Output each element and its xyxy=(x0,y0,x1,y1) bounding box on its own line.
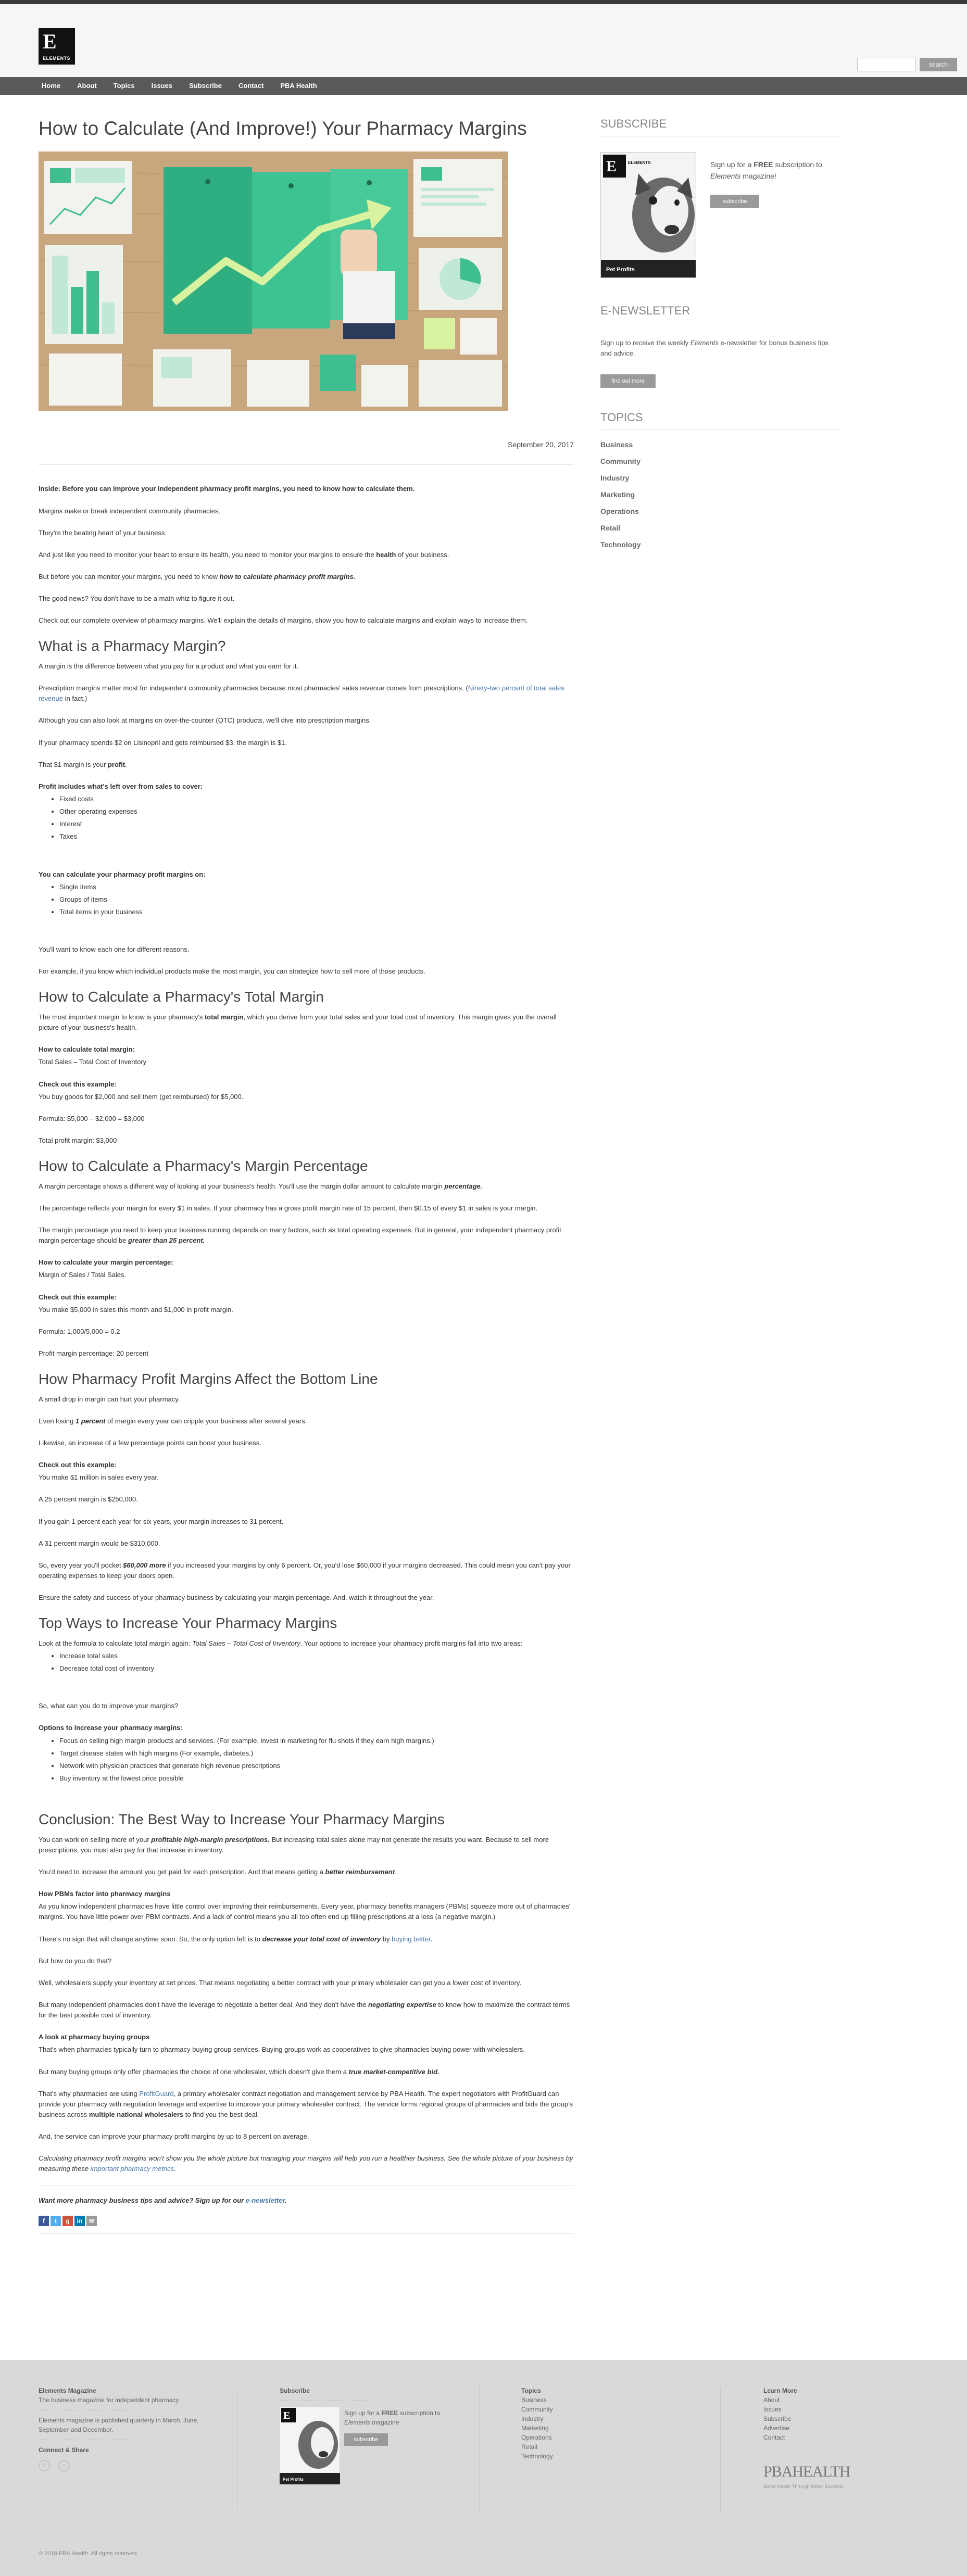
heading-margin-percentage: How to Calculate a Pharmacy's Margin Percentage xyxy=(39,1158,368,1175)
paragraph: But how do you do that? xyxy=(39,1956,112,1965)
title-divider xyxy=(39,464,574,465)
pba-health-tagline: Better Health Through Better Business xyxy=(763,2484,844,2489)
paragraph: Ensure the safety and success of your pharmacy business by calculating your margin percentage. And, watch it throughout the year. xyxy=(39,1594,434,1602)
share-divider xyxy=(39,2233,574,2234)
paragraph: Likewise, an increase of a few percentage points can boost your business. xyxy=(39,1438,261,1447)
paragraph: Formula: 1,000/5,000 = 0.2 xyxy=(39,1327,120,1335)
topics-list xyxy=(600,440,841,549)
paragraph: A look at pharmacy buying groups xyxy=(39,2033,150,2041)
nav-pba-health[interactable]: PBA Health xyxy=(280,82,317,90)
paragraph: Check out this example: xyxy=(39,1461,117,1469)
footer-connect-title: Connect & Share xyxy=(39,2446,89,2454)
paragraph: A 25 percent margin is $250,000. xyxy=(39,1495,138,1504)
email-icon[interactable]: ✉ xyxy=(86,2216,97,2226)
profitguard-link[interactable]: ProfitGuard xyxy=(139,2089,174,2098)
paragraph: The margin percentage you need to keep your business running depends on many factors, such as total operating expenses. But in general, your independent pharmacy profit margin percentage should be greater than 25 percent. xyxy=(39,1226,561,1245)
paragraph: Well, wholesalers supply your inventory at set prices. That means negotiating a better contract with your primary wholesaler can get you a lower cost of inventory. xyxy=(39,1978,522,1987)
post-title: How to Calculate (And Improve!) Your Pharmacy Margins xyxy=(39,118,527,139)
list-item: • Network with physician practices that generate high revenue prescriptions xyxy=(59,1761,574,1771)
footer-topic-link[interactable]: Retail xyxy=(521,2443,537,2451)
heading-top-ways: Top Ways to Increase Your Pharmacy Margins xyxy=(39,1615,337,1632)
topics-heading: TOPICS xyxy=(600,411,841,430)
share-bar xyxy=(39,2216,574,2226)
paragraph: Although you can also look at margins on over-the-counter (OTC) products, we'll dive into prescription margins. xyxy=(39,716,371,725)
topic-business[interactable]: Business xyxy=(600,440,633,449)
search-input[interactable] xyxy=(857,58,915,71)
google-plus-icon[interactable]: g xyxy=(62,2216,73,2226)
topic-operations[interactable]: Operations xyxy=(600,507,639,516)
footer-divider xyxy=(479,2386,480,2511)
footer-subscribe-block xyxy=(280,2406,451,2484)
paragraph: Total profit margin: $3,000 xyxy=(39,1136,117,1144)
footer-subscribe-button[interactable]: subscribe xyxy=(344,2433,388,2446)
subscribe-text: Sign up for a FREE subscription to Elements magazine! xyxy=(710,160,822,180)
list-item: • Buy inventory at the lowest price possible xyxy=(59,1773,574,1784)
paragraph: A margin is the difference between what you pay for a product and what you earn for it. xyxy=(39,662,299,670)
nav-issues[interactable]: Issues xyxy=(151,82,173,90)
paragraph: How to calculate total margin: xyxy=(39,1045,135,1054)
list-item: • Focus on selling high margin products and services. (For example, invest in marketing for flu shots if they earn high margins.) xyxy=(59,1736,574,1746)
top-strip xyxy=(0,0,967,4)
paragraph: A 31 percent margin would be $310,000. xyxy=(39,1539,160,1547)
paragraph: You make $5,000 in sales this month and $1,000 in profit margin. xyxy=(39,1305,233,1314)
footer-learn-link[interactable]: About xyxy=(763,2396,780,2404)
svg-text:E: E xyxy=(283,2410,291,2421)
profit-list xyxy=(59,794,574,842)
newsletter-callout: Want more pharmacy business tips and advice? Sign up for our e-newsletter. xyxy=(39,2186,574,2206)
paragraph: If you gain 1 percent each year for six years, your margin increases to 31 percent. xyxy=(39,1517,284,1525)
list-item: • Interest xyxy=(59,819,574,829)
paragraph: Calculating pharmacy profit margins won't show you the whole picture but managing your margins will help you run a healthier business. See the whole picture of your business by measuring these important pharmacy metrics. xyxy=(39,2154,573,2173)
svg-text:Pet Profits: Pet Profits xyxy=(283,2477,304,2482)
svg-text:ELEMENTS: ELEMENTS xyxy=(628,160,651,165)
buying-better-link[interactable]: buying better xyxy=(392,1935,431,1943)
paragraph: But many buying groups only offer pharmacies the choice of one wholesaler, which doesn't give them a true market-competitive bid. xyxy=(39,2067,439,2076)
site-header xyxy=(0,4,967,77)
paragraph: And just like you need to monitor your heart to ensure its health, you need to monitor your margins to ensure the health of your business. xyxy=(39,550,449,559)
paragraph: Formula: $5,000 – $2,000 = $3,000 xyxy=(39,1114,145,1122)
paragraph: Profit margin percentage: 20 percent xyxy=(39,1349,149,1357)
list-item: • Fixed costs xyxy=(59,794,574,804)
footer-topic-link[interactable]: Technology xyxy=(521,2453,553,2460)
paragraph: There's no sign that will change anytime soon. So, the only option left is to decrease your total cost of inventory by buying better. xyxy=(39,1935,433,1943)
paragraph: Check out our complete overview of pharmacy margins. We'll explain the details of margins, show you how to calculate margins and explain ways to increase them. xyxy=(39,616,528,625)
paragraph: For example, if you know which individual products make the most margin, you can strategize how to sell more of those products. xyxy=(39,967,425,976)
footer-learn-link[interactable]: Contact xyxy=(763,2434,785,2441)
paragraph: The percentage reflects your margin for every $1 in sales. If your pharmacy has a gross profit margin rate of 15 percent, then $0.15 of every $1 in sales is your margin. xyxy=(39,1204,538,1212)
footer-col-subscribe xyxy=(280,2386,451,2484)
nav-subscribe[interactable]: Subscribe xyxy=(189,82,222,90)
site-footer xyxy=(0,2360,967,2576)
list-item: • Taxes xyxy=(59,831,574,842)
elements-logo[interactable] xyxy=(39,28,75,65)
pharmacy-metrics-link[interactable]: important pharmacy metrics xyxy=(90,2165,174,2173)
paragraph: Even losing 1 percent of margin every year can cripple your business after several years. xyxy=(39,1417,307,1425)
cover-dog-image xyxy=(601,153,696,278)
paragraph: That's why pharmacies are using ProfitGuard, a primary wholesaler contract negotiation and management service by PBA Health. The expert negotiators with ProfitGuard can provide your pharmacy with negotiation leverage and expertise to improve your primary wholesaler contract. The service forms regional groups of pharmacies and bids the group's business across multiple national wholesalers to find you the best deal. xyxy=(39,2089,573,2118)
paragraph: If your pharmacy spends $2 on Lisinopril and gets reimbursed $3, the margin is $1. xyxy=(39,738,287,747)
paragraph: But before you can monitor your margins, you need to know how to calculate pharmacy profit margins. xyxy=(39,572,356,580)
paragraph: Check out this example: xyxy=(39,1080,117,1088)
footer-magazine-cover[interactable] xyxy=(280,2406,340,2484)
paragraph: Profit includes what's left over from sales to cover: xyxy=(39,782,203,790)
paragraph: But many independent pharmacies don't have the leverage to negotiate a better deal. And they don't have the negotiating expertise to know how to maximize the contract terms for the best possible cost of inventory. xyxy=(39,2000,570,2019)
options-list xyxy=(59,1736,574,1784)
nav-about[interactable]: About xyxy=(77,82,97,90)
main-nav xyxy=(0,77,967,95)
footer-topic-link[interactable]: Operations xyxy=(521,2434,552,2441)
paragraph: You'll want to know each one for different reasons. xyxy=(39,945,190,954)
nav-home[interactable]: Home xyxy=(42,82,61,90)
footer-text: Elements magazine is published quarterly in March, June, September and December. xyxy=(39,2417,199,2433)
footer-subtitle: The business magazine for independent pharmacy xyxy=(39,2396,179,2404)
list-item: • Groups of items xyxy=(59,894,574,905)
list-item: • Single items xyxy=(59,882,574,892)
footer-subscribe-text: Sign up for a FREE subscription to Elements magazine xyxy=(344,2409,441,2426)
footer-topic-link[interactable]: Industry xyxy=(521,2415,544,2422)
list-item: • Target disease states with high margins (For example, diabetes.) xyxy=(59,1748,574,1759)
paragraph: They're the beating heart of your business. xyxy=(39,528,167,537)
list-item: • Decrease total cost of inventory xyxy=(59,1663,574,1674)
nav-contact[interactable]: Contact xyxy=(238,82,264,90)
footer-learn-link[interactable]: Subscribe xyxy=(763,2415,792,2422)
sidebar xyxy=(600,117,841,557)
logo-word: ELEMENTS xyxy=(43,56,71,61)
paragraph: That's when pharmacies typically turn to pharmacy buying group services. Buying groups work as cooperatives to give pharmacies buying power with wholesalers. xyxy=(39,2045,525,2054)
newsletter-text: Sign up to receive the weekly Elements e-newsletter for bonus business tips and advice. xyxy=(600,339,828,358)
footer-title: Subscribe xyxy=(280,2387,310,2394)
paragraph: So, every year you'll pocket $60,000 more if you increased your margins by only 6 percent. Or, you'd lose $60,000 if your margins decreased. This could mean you can't pay your operating expenses to keep your doors open. xyxy=(39,1561,571,1580)
paragraph: Check out this example: xyxy=(39,1293,117,1301)
copyright: © 2018 PBA Health. All rights reserved. xyxy=(39,2550,139,2557)
paragraph: You can work on selling more of your profitable high-margin prescriptions. But increasing total sales alone may not generate the results you want. Because to sell more prescriptions, you must also pay for that increase in inventory. xyxy=(39,1835,549,1854)
logo-letter: E xyxy=(43,30,57,53)
increase-list xyxy=(59,1651,574,1674)
paragraph: You buy goods for $2,000 and sell them (get reimbursed) for $5,000. xyxy=(39,1092,244,1101)
footer-learn-link[interactable]: Issues xyxy=(763,2406,782,2413)
footer-title: Elements Magazine xyxy=(39,2387,96,2394)
paragraph: Margin of Sales / Total Sales. xyxy=(39,1271,127,1279)
topic-marketing[interactable]: Marketing xyxy=(600,490,635,499)
paragraph: That $1 margin is your profit. xyxy=(39,760,127,768)
topic-technology[interactable]: Technology xyxy=(600,540,641,549)
footer-col-about xyxy=(39,2386,210,2471)
list-item: • Increase total sales xyxy=(59,1651,574,1661)
nav-topics[interactable]: Topics xyxy=(113,82,135,90)
heading-conclusion: Conclusion: The Best Way to Increase Your Pharmacy Margins xyxy=(39,1811,445,1828)
paragraph: You'd need to increase the amount you get paid for each prescription. And that means getting a better reimbursement. xyxy=(39,1867,397,1876)
list-item: • Total items in your business xyxy=(59,907,574,917)
find-out-more-button[interactable]: find out more xyxy=(600,374,656,388)
linkedin-icon[interactable]: in xyxy=(74,2216,85,2226)
twitter-icon[interactable]: t xyxy=(51,2216,61,2226)
paragraph: And, the service can improve your pharmacy profit margins by up to 8 percent on average. xyxy=(39,2132,309,2141)
paragraph: How to calculate your margin percentage: xyxy=(39,1258,173,1267)
svg-text:Pet Profits: Pet Profits xyxy=(606,267,635,273)
paragraph: The most important margin to know is your pharmacy's total margin, which you derive from your total sales and your total cost of inventory. This margin gives you the overall picture of your business's health. xyxy=(39,1013,557,1032)
paragraph: The good news? You don't have to be a math whiz to figure it out. xyxy=(39,595,235,603)
calc-list xyxy=(59,882,574,917)
paragraph: Look at the formula to calculate total margin again: Total Sales – Total Cost of Inventory. Your options to increase your pharmacy profit margins fall into two areas: xyxy=(39,1639,523,1647)
footer-title: Topics xyxy=(521,2387,541,2394)
twitter-icon[interactable]: t xyxy=(58,2460,70,2471)
e-newsletter-link[interactable]: e-newsletter xyxy=(245,2196,285,2205)
footer-col-topics xyxy=(521,2386,688,2461)
heading-total-margin: How to Calculate a Pharmacy's Total Margin xyxy=(39,989,324,1005)
newsletter-heading: E-NEWSLETTER xyxy=(600,304,841,323)
pba-health-logo[interactable]: PBAHEALTH xyxy=(763,2463,850,2480)
footer-topic-link[interactable]: Business xyxy=(521,2396,547,2404)
topic-retail[interactable]: Retail xyxy=(600,524,621,533)
post-date: September 20, 2017 xyxy=(39,436,574,449)
paragraph: A small drop in margin can hurt your pharmacy. xyxy=(39,1395,180,1403)
main-content xyxy=(39,117,574,2234)
svg-text:E: E xyxy=(606,158,617,175)
heading-what-is-margin: What is a Pharmacy Margin? xyxy=(39,638,226,654)
search-button[interactable]: search xyxy=(920,58,957,71)
article-body xyxy=(39,484,574,2233)
topic-community[interactable]: Community xyxy=(600,457,641,466)
paragraph: You can calculate your pharmacy profit margins on: xyxy=(39,870,206,878)
footer-title: Learn More xyxy=(763,2387,797,2394)
paragraph: Total Sales – Total Cost of Inventory xyxy=(39,1058,147,1066)
topic-industry[interactable]: Industry xyxy=(600,474,630,483)
magazine-cover[interactable] xyxy=(600,152,696,278)
paragraph: Prescription margins matter most for independent community pharmacies because most pharmacies' sales revenue comes from prescriptions. (Ninety-two percent of total sales revenue in fact.) xyxy=(39,684,564,703)
paragraph: So, what can you do to improve your margins? xyxy=(39,1702,179,1710)
footer-social xyxy=(39,2460,210,2471)
hero-illustration xyxy=(39,151,508,411)
paragraph: You make $1 million in sales every year. xyxy=(39,1473,159,1482)
paragraph: How PBMs factor into pharmacy margins xyxy=(39,1890,171,1898)
footer-col-learn-more xyxy=(763,2386,935,2491)
hero-image xyxy=(39,151,508,411)
subscribe-block xyxy=(600,152,841,288)
subscribe-heading: SUBSCRIBE xyxy=(600,117,841,136)
ninety-two-percent-link[interactable]: Ninety-two percent of total sales revenue xyxy=(39,684,564,703)
facebook-icon[interactable]: f xyxy=(39,2460,50,2471)
paragraph: As you know independent pharmacies have little control over improving their reimbursements. Every year, pharmacy benefits managers (PBMs) squeeze more out of pharmacies' margins. You have little power over PBM contracts. And a lack of control means you all too often end up filling prescriptions at a loss (a negative margin.) xyxy=(39,1902,571,1921)
footer-divider xyxy=(720,2386,721,2511)
facebook-icon[interactable]: f xyxy=(39,2216,49,2226)
heading-bottom-line: How Pharmacy Profit Margins Affect the Bottom Line xyxy=(39,1371,378,1387)
intro-paragraph: Inside: Before you can improve your independent pharmacy profit margins, you need to know how to calculate them. xyxy=(39,485,415,493)
list-item: • Other operating expenses xyxy=(59,806,574,817)
paragraph: A margin percentage shows a different way of looking at your business's health. You'll use the margin dollar amount to calculate margin percentage. xyxy=(39,1182,483,1190)
footer-topic-link[interactable]: Community xyxy=(521,2406,553,2413)
footer-learn-link[interactable]: Advertise xyxy=(763,2425,790,2432)
footer-topic-link[interactable]: Marketing xyxy=(521,2425,549,2432)
paragraph: Margins make or break independent community pharmacies. xyxy=(39,507,221,515)
subscribe-button[interactable]: subscribe xyxy=(710,195,759,208)
paragraph: Options to increase your pharmacy margins: xyxy=(39,1724,183,1732)
